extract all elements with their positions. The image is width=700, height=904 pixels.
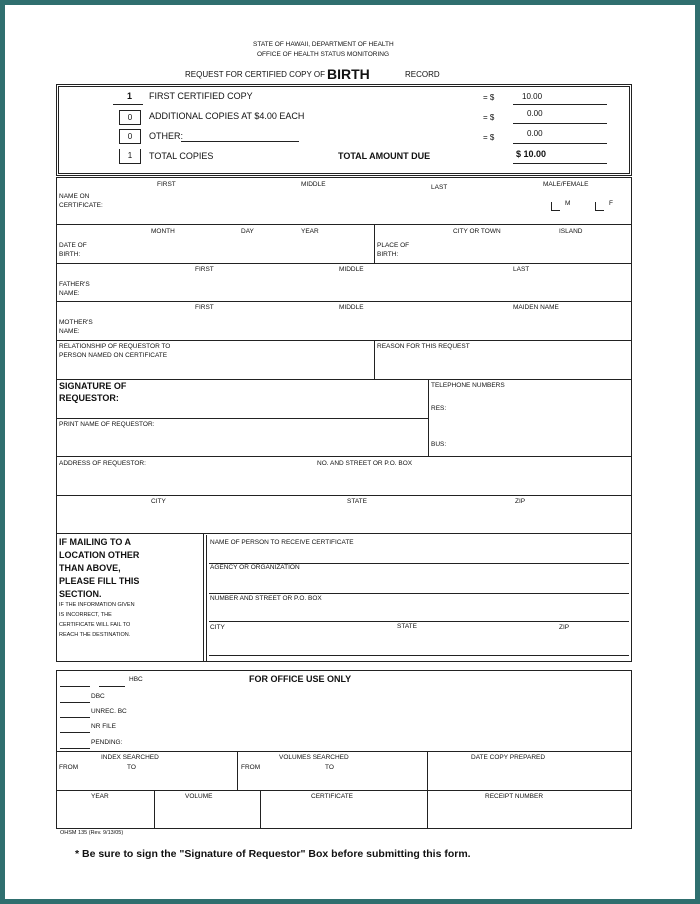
- address-state-label: STATE: [347, 498, 367, 505]
- name-first-col: FIRST: [157, 181, 176, 188]
- address-zip-label: ZIP: [515, 498, 526, 505]
- birth-island-col: ISLAND: [559, 228, 583, 235]
- agency-line[interactable]: [209, 593, 629, 594]
- mailing-state-label: STATE: [397, 623, 417, 630]
- request-prefix: REQUEST FOR CERTIFIED COPY OF: [185, 70, 326, 79]
- eq-dollar-1: = $: [483, 93, 495, 102]
- office-pending: PENDING:: [91, 739, 123, 746]
- female-checkbox[interactable]: [595, 202, 604, 211]
- relationship-label-1: RELATIONSHIP OF REQUESTOR TO: [59, 343, 171, 350]
- name-label-2: CERTIFICATE:: [59, 202, 103, 209]
- volumes-from-label: FROM: [241, 764, 261, 771]
- eq-dollar-3: = $: [483, 133, 495, 142]
- address-city-label: CITY: [151, 498, 166, 505]
- office-use-title: FOR OFFICE USE ONLY: [249, 674, 352, 684]
- office-dbc: DBC: [91, 693, 105, 700]
- receipt-number-label: RECEIPT NUMBER: [485, 793, 544, 800]
- father-label-2: NAME:: [59, 290, 80, 297]
- male-checkbox[interactable]: [551, 202, 560, 211]
- index-searched-label: INDEX SEARCHED: [101, 754, 159, 761]
- agency-line-1: STATE OF HAWAII, DEPARTMENT OF HEALTH: [253, 41, 394, 48]
- street-line[interactable]: [209, 621, 629, 622]
- mother-middle-col: MIDDLE: [339, 304, 364, 311]
- date-of-birth-label-1: DATE OF: [59, 242, 87, 249]
- city-line[interactable]: [209, 655, 629, 656]
- additional-count-box[interactable]: 0: [119, 110, 141, 125]
- additional-amount[interactable]: 0.00: [527, 109, 543, 118]
- total-count-box[interactable]: 1: [119, 149, 141, 164]
- birth-city-col: CITY OR TOWN: [453, 228, 501, 235]
- father-last-col: LAST: [513, 266, 530, 273]
- mailing-city-label: CITY: [210, 624, 225, 631]
- reason-label: REASON FOR THIS REQUEST: [377, 343, 470, 350]
- office-nr-file: NR FILE: [91, 723, 116, 730]
- total-label: TOTAL COPIES: [149, 151, 214, 161]
- form-page: [5, 5, 695, 899]
- place-of-birth-label-2: BIRTH:: [377, 251, 399, 258]
- first-copy-label: FIRST CERTIFIED COPY: [149, 91, 253, 101]
- female-label: F: [609, 200, 613, 207]
- signature-label-2: REQUESTOR:: [59, 393, 119, 403]
- mailing-heading-3: THAN ABOVE,: [59, 563, 121, 573]
- form-id: OHSM 135 (Rev. 9/13/05): [60, 830, 124, 836]
- mother-maiden-col: MAIDEN NAME: [513, 304, 559, 311]
- office-unrec: UNREC. BC: [91, 708, 127, 715]
- mother-label-2: NAME:: [59, 328, 80, 335]
- record-type-title: BIRTH: [327, 66, 370, 82]
- year-label: YEAR: [91, 793, 109, 800]
- certificate-label: CERTIFICATE: [311, 793, 354, 800]
- volumes-to-label: TO: [325, 764, 334, 771]
- record-suffix: RECORD: [405, 70, 440, 79]
- office-use-box: [56, 670, 632, 829]
- bus-phone-label: BUS:: [431, 441, 447, 448]
- address-street-label: NO. AND STREET OR P.O. BOX: [317, 460, 413, 467]
- volume-label: VOLUME: [185, 793, 213, 800]
- print-name-label: PRINT NAME OF REQUESTOR:: [59, 421, 155, 428]
- additional-label: ADDITIONAL COPIES AT $4.00 EACH: [149, 111, 305, 121]
- mailing-agency-label: AGENCY OR ORGANIZATION: [210, 564, 300, 571]
- mother-first-col: FIRST: [195, 304, 214, 311]
- office-hbc: HBC: [129, 676, 143, 683]
- mother-label-1: MOTHER'S: [59, 319, 93, 326]
- volumes-searched-label: VOLUMES SEARCHED: [279, 754, 349, 761]
- relationship-label-2: PERSON NAMED ON CERTIFICATE: [59, 352, 168, 359]
- mailing-note-4: REACH THE DESTINATION.: [59, 632, 131, 638]
- signature-label-1: SIGNATURE OF: [59, 381, 127, 391]
- sex-col: MALE/FEMALE: [543, 181, 589, 188]
- res-phone-label: RES:: [431, 405, 447, 412]
- mailing-heading-1: IF MAILING TO A: [59, 537, 131, 547]
- other-label: OTHER:: [149, 131, 184, 141]
- signature-reminder: * Be sure to sign the "Signature of Requestor" Box before submitting this form.: [75, 848, 471, 860]
- name-last-col: LAST: [431, 184, 448, 191]
- male-label: M: [565, 200, 571, 207]
- other-count-box[interactable]: 0: [119, 129, 141, 144]
- mailing-note-2: IS INCORRECT, THE: [59, 612, 112, 618]
- father-label-1: FATHER'S: [59, 281, 90, 288]
- birth-day-col: DAY: [241, 228, 254, 235]
- mailing-zip-label: ZIP: [559, 624, 570, 631]
- date-copy-label: DATE COPY PREPARED: [471, 754, 546, 761]
- name-middle-col: MIDDLE: [301, 181, 326, 188]
- name-label-1: NAME ON: [59, 193, 90, 200]
- other-description-line[interactable]: [181, 141, 299, 142]
- place-of-birth-label-1: PLACE OF: [377, 242, 410, 249]
- main-form-box: [56, 177, 632, 662]
- other-amount[interactable]: 0.00: [527, 129, 543, 138]
- mailing-heading-2: LOCATION OTHER: [59, 550, 140, 560]
- mailing-street-label: NUMBER AND STREET OR P.O. BOX: [210, 595, 322, 602]
- mailing-heading-5: SECTION.: [59, 589, 102, 599]
- birth-year-col: YEAR: [301, 228, 319, 235]
- father-middle-col: MIDDLE: [339, 266, 364, 273]
- agency-line-2: OFFICE OF HEALTH STATUS MONITORING: [257, 51, 390, 58]
- address-label: ADDRESS OF REQUESTOR:: [59, 460, 146, 467]
- first-copy-amount[interactable]: 10.00: [522, 92, 543, 101]
- total-due-amount[interactable]: $ 10.00: [516, 149, 547, 159]
- date-of-birth-label-2: BIRTH:: [59, 251, 81, 258]
- mailing-note-3: CERTIFICATE WILL FAIL TO: [59, 622, 131, 628]
- phones-label: TELEPHONE NUMBERS: [431, 382, 505, 389]
- birth-month-col: MONTH: [151, 228, 175, 235]
- index-from-label: FROM: [59, 764, 79, 771]
- mailing-note-1: IF THE INFORMATION GIVEN: [59, 602, 135, 608]
- total-due-label: TOTAL AMOUNT DUE: [338, 151, 431, 161]
- index-to-label: TO: [127, 764, 136, 771]
- mailing-recipient-label: NAME OF PERSON TO RECEIVE CERTIFICATE: [210, 539, 354, 546]
- father-first-col: FIRST: [195, 266, 214, 273]
- eq-dollar-2: = $: [483, 113, 495, 122]
- first-copy-count[interactable]: 1: [127, 91, 133, 101]
- mailing-heading-4: PLEASE FILL THIS: [59, 576, 140, 586]
